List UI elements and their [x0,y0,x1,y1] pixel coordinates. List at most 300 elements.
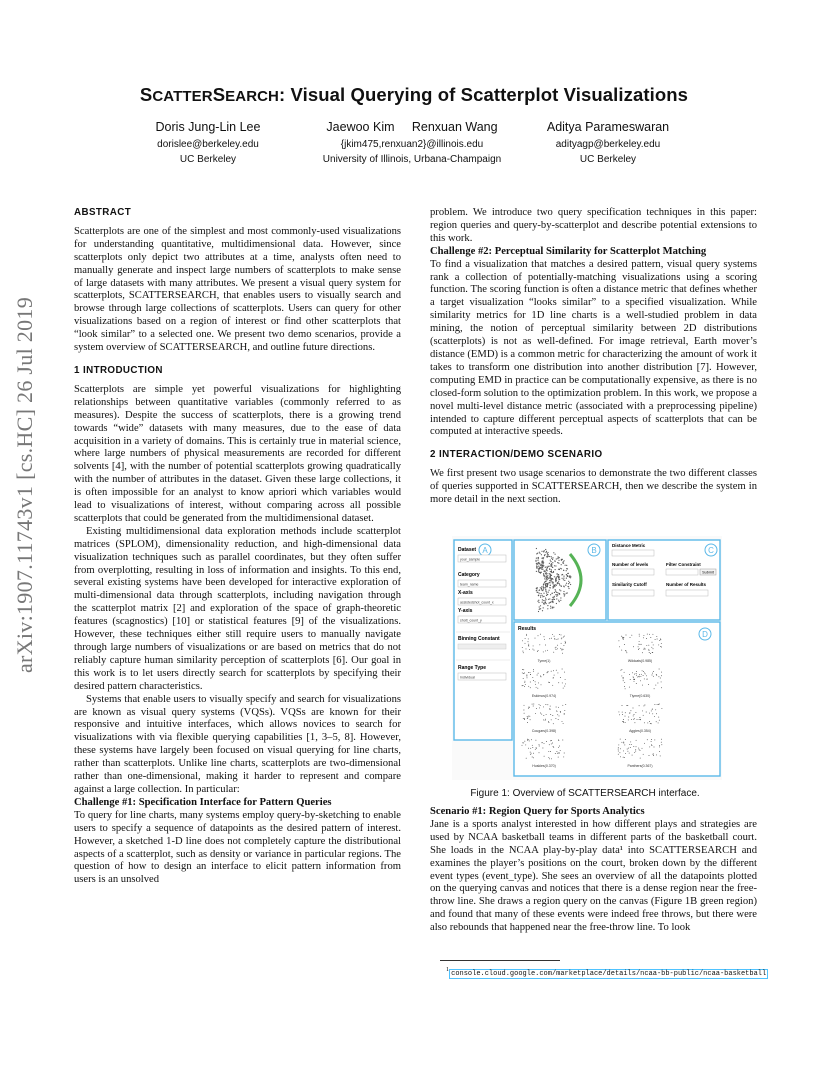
panel-b-letter: B [591,546,597,555]
result-point [551,719,552,720]
result-point [526,676,527,677]
result-point [562,682,563,683]
canvas-point [542,602,543,603]
canvas-point [540,605,541,606]
result-point [626,705,627,706]
result-point [526,634,527,635]
canvas-point [555,591,556,592]
section-2-text: We first present two usage scenarios to demonstrate the two different classes of queries supported in SCATTERSEARCH, then we describe the system in more detail in the next section. [430,468,757,506]
range-label: Range Type [458,665,486,671]
result-point [655,709,656,710]
result-point [660,639,661,640]
result-point [547,650,548,651]
result-point [526,758,527,759]
result-point [627,749,628,750]
result-point [564,753,565,754]
result-point [633,677,634,678]
canvas-point [567,576,568,577]
canvas-point [551,556,552,557]
canvas-point [543,589,544,590]
result-point [554,636,555,637]
canvas-point [553,598,554,599]
result-point [558,757,559,758]
result-point [639,719,640,720]
canvas-point [546,592,547,593]
y-axis-value: shott_count_y [460,618,482,623]
result-title[interactable]: Eskimos(0.974) [531,694,557,698]
result-point [522,647,523,648]
result-point [637,719,638,720]
canvas-point [557,582,558,583]
challenge-1-text: To query for line charts, many systems employ query-by-sketching to enable users to specify a sequence of datapoints as the desired pattern of interest. However, a sketched 1-D line does not completely capture the distributional aspects of a scatterplot, such as density or variance in particular regions. The question of how to design an interface to elicit pattern information from users is an unsolved [74,809,401,886]
challenge-1-heading: Challenge #1: Specification Interface for Pattern Queries [74,796,332,808]
canvas-point [552,593,553,594]
result-point [551,743,552,744]
result-point [643,705,644,706]
result-point [621,669,622,670]
canvas-point [559,569,560,570]
result-point [642,748,643,749]
canvas-point [543,593,544,594]
result-point [528,672,529,673]
canvas-point [545,600,546,601]
cutoff-input[interactable] [612,590,654,596]
canvas-point [546,577,547,578]
result-point [623,677,624,678]
abstract-text: Scatterplots are one of the simplest and most commonly-used visualizations for understanding quantitative, multidimensional data. However, since scatterplots only depict two attributes at a time, analysts often need to manually generate and inspect large numbers of scatterplots to make sense of large datasets with many attributes. We present a visual query system for scatterplots, SCATTERSEARCH, that enables users to visually search and browse through large collections of scatterplots. Users can query for other visualizations based on a region of interest or find other scatterplots that “look similar” to a selected one. We present two demo scenarios, provide a system overview of SCATTERSEARCH, and outline future directions. [74,225,401,354]
result-point [649,634,650,635]
result-point [661,675,662,676]
result-point [638,748,639,749]
result-point [659,704,660,705]
canvas-point [550,606,551,607]
result-title[interactable]: Panthers(0.367) [627,764,653,768]
result-point [552,743,553,744]
canvas-point [563,563,564,564]
result-title[interactable]: Huskies(0.370) [532,764,556,768]
canvas-point [536,588,537,589]
canvas-point [549,563,550,564]
result-point [648,645,649,646]
canvas-point [566,574,567,575]
canvas-point [552,557,553,558]
canvas-point [549,603,550,604]
result-point [557,714,558,715]
result-point [560,677,561,678]
dataset-value: your_sample [460,557,481,562]
result-point [523,718,524,719]
result-point [547,672,548,673]
result-point [644,722,645,723]
result-point [532,757,533,758]
result-point [630,710,631,711]
canvas-point [556,592,557,593]
canvas-point [566,570,567,571]
metric-select[interactable] [612,550,654,556]
result-point [647,739,648,740]
panel-d [514,622,720,776]
canvas-point [559,583,560,584]
canvas-point [563,579,564,580]
canvas-point [543,607,544,608]
result-point [659,751,660,752]
footnote-link[interactable]: console.cloud.google.com/marketplace/details/ncaa-bb-public/ncaa-basketball [451,969,767,978]
canvas-point [549,590,550,591]
filter-label: Filter Constraint [666,562,701,567]
result-title[interactable]: Aggies(0.354) [629,729,651,733]
result-point [639,674,640,675]
canvas-point [563,576,564,577]
result-point [544,756,545,757]
canvas-point [539,553,540,554]
canvas-point [563,586,564,587]
canvas-point [551,558,552,559]
figure-1-svg [452,536,722,780]
result-point [550,751,551,752]
canvas-point [550,576,551,577]
canvas-point [553,552,554,553]
result-point [553,677,554,678]
result-point [530,754,531,755]
result-point [623,721,624,722]
result-point [656,754,657,755]
canvas-point [541,554,542,555]
result-point [537,651,538,652]
result-point [535,681,536,682]
result-point [644,672,645,673]
result-point [537,688,538,689]
canvas-point [564,560,565,561]
result-point [528,716,529,717]
result-point [528,644,529,645]
result-point [623,639,624,640]
result-point [550,740,551,741]
canvas-point [545,584,546,585]
result-point [553,652,554,653]
result-point [643,635,644,636]
result-point [637,677,638,678]
canvas-point [566,593,567,594]
result-point [524,681,525,682]
result-point [661,687,662,688]
result-point [633,646,634,647]
result-point [523,742,524,743]
result-point [639,676,640,677]
result-point [651,741,652,742]
result-point [661,672,662,673]
result-point [549,708,550,709]
result-point [635,749,636,750]
canvas-point [555,581,556,582]
result-point [618,640,619,641]
result-point [558,707,559,708]
binning-slider[interactable] [458,644,506,649]
filter-input[interactable] [666,569,698,575]
canvas-point [560,600,561,601]
canvas-point [538,569,539,570]
result-point [656,636,657,637]
result-point [646,712,647,713]
canvas-point [543,551,544,552]
result-point [647,722,648,723]
result-point [548,721,549,722]
canvas-point [558,600,559,601]
result-point [522,745,523,746]
result-point [632,672,633,673]
result-point [530,674,531,675]
result-point [533,757,534,758]
canvas-point [558,579,559,580]
result-point [533,704,534,705]
result-point [527,739,528,740]
result-point [625,650,626,651]
result-point [522,685,523,686]
canvas-point [570,584,571,585]
result-point [525,638,526,639]
canvas-point [552,607,553,608]
canvas-point [538,563,539,564]
y-axis-label: Y-axis [458,608,473,614]
canvas-point [542,590,543,591]
canvas-point [547,567,548,568]
canvas-point [550,594,551,595]
result-point [640,680,641,681]
result-point [624,682,625,683]
result-point [547,704,548,705]
result-point [630,741,631,742]
result-point [628,717,629,718]
result-point [559,746,560,747]
result-point [657,704,658,705]
result-point [625,753,626,754]
result-point [533,645,534,646]
canvas-point [554,576,555,577]
canvas-point [570,576,571,577]
result-point [550,714,551,715]
result-point [623,742,624,743]
result-point [651,647,652,648]
canvas-point [547,554,548,555]
canvas-point [542,567,543,568]
result-point [621,636,622,637]
result-point [533,680,534,681]
result-point [561,643,562,644]
canvas-point [551,564,552,565]
result-point [561,650,562,651]
result-point [558,638,559,639]
canvas-point [554,599,555,600]
result-point [626,635,627,636]
result-title[interactable]: Cougars(0.398) [531,729,557,733]
result-point [535,638,536,639]
canvas-point [537,592,538,593]
result-point [620,739,621,740]
result-point [562,721,563,722]
result-point [528,748,529,749]
result-point [623,750,624,751]
result-point [634,679,635,680]
canvas-point [568,588,569,589]
result-point [660,755,661,756]
canvas-point [555,580,556,581]
canvas-point [549,598,550,599]
levels-input[interactable] [612,569,654,575]
canvas-point [563,570,564,571]
result-point [634,752,635,753]
result-point [525,744,526,745]
result-point [535,713,536,714]
canvas-point [550,564,551,565]
canvas-point [540,597,541,598]
result-point [649,755,650,756]
result-point [629,687,630,688]
result-point [524,718,525,719]
result-point [649,652,650,653]
result-point [524,741,525,742]
canvas-point [545,549,546,550]
result-point [542,748,543,749]
result-point [553,746,554,747]
result-point [532,677,533,678]
result-point [564,714,565,715]
result-point [629,744,630,745]
scenario-1-heading: Scenario #1: Region Query for Sports Analytics [430,806,645,817]
canvas-point [553,587,554,588]
nresults-input[interactable] [666,590,708,596]
results-label: Results [518,626,537,632]
result-point [548,682,549,683]
result-point [555,718,556,719]
result-point [618,711,619,712]
canvas-point [559,589,560,590]
canvas-point [536,558,537,559]
result-point [656,721,657,722]
result-point [538,682,539,683]
result-point [539,644,540,645]
result-point [544,636,545,637]
canvas-point [542,610,543,611]
result-point [552,685,553,686]
result-point [634,674,635,675]
result-point [534,650,535,651]
canvas-point [539,590,540,591]
result-point [528,686,529,687]
canvas-point [538,595,539,596]
result-point [653,648,654,649]
result-point [644,678,645,679]
right-column-lower [430,806,757,935]
result-point [539,704,540,705]
result-point [650,637,651,638]
result-point [551,740,552,741]
canvas-point [552,559,553,560]
result-point [633,715,634,716]
result-point [642,670,643,671]
canvas-point [556,558,557,559]
result-point [623,743,624,744]
result-point [636,671,637,672]
result-point [557,645,558,646]
canvas-point [547,579,548,580]
canvas-point [547,584,548,585]
canvas-point [562,574,563,575]
canvas-point [556,578,557,579]
canvas-point [543,596,544,597]
result-point [655,639,656,640]
canvas-point [543,574,544,575]
canvas-point [541,565,542,566]
canvas-point [536,589,537,590]
result-point [543,674,544,675]
result-point [632,755,633,756]
canvas-point [547,553,548,554]
result-point [661,708,662,709]
result-point [526,648,527,649]
result-point [560,750,561,751]
result-point [657,683,658,684]
result-point [524,686,525,687]
result-point [545,719,546,720]
canvas-point [550,580,551,581]
result-point [631,635,632,636]
result-point [658,717,659,718]
canvas-point [553,583,554,584]
canvas-point [538,570,539,571]
result-point [659,669,660,670]
result-point [629,753,630,754]
result-point [638,646,639,647]
canvas-point [554,592,555,593]
result-point [656,674,657,675]
result-point [643,649,644,650]
canvas-point [552,582,553,583]
result-point [640,750,641,751]
result-point [636,673,637,674]
result-point [648,649,649,650]
result-point [639,705,640,706]
result-point [543,706,544,707]
result-point [642,685,643,686]
canvas-point [542,595,543,596]
result-point [565,641,566,642]
result-title[interactable]: Tiyme(0.630) [629,694,651,698]
canvas-point [549,580,550,581]
result-title[interactable]: Tyme(1) [537,659,551,663]
result-point [626,652,627,653]
result-point [560,711,561,712]
result-point [550,709,551,710]
canvas-point [546,579,547,580]
result-point [619,752,620,753]
result-point [565,704,566,705]
canvas-point [544,576,545,577]
result-point [661,647,662,648]
canvas-point [568,586,569,587]
result-point [659,746,660,747]
result-point [555,647,556,648]
result-title[interactable]: Wildcats(0.985) [627,659,653,663]
result-point [651,744,652,745]
result-point [633,746,634,747]
result-point [639,636,640,637]
canvas-point [542,599,543,600]
canvas-point [552,567,553,568]
result-point [653,644,654,645]
category-value: team_name [460,582,479,587]
result-point [635,712,636,713]
result-point [528,646,529,647]
challenge-2-heading: Challenge #2: Perceptual Similarity for Scatterplot Matching [430,245,707,257]
